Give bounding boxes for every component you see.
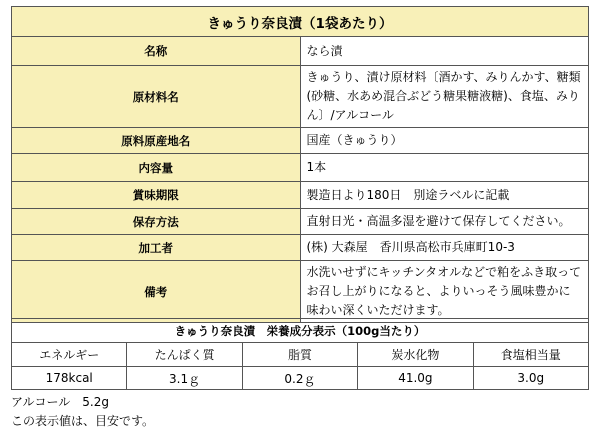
disclaimer-note: この表示値は、目安です。: [11, 414, 155, 428]
table-row: [12, 261, 589, 323]
footnotes: [11, 393, 154, 431]
row-value-storage: 直射日光・高温多湿を避けて保存してください。: [300, 209, 589, 235]
nutrition-value-protein: 3.1ｇ: [127, 367, 242, 390]
row-value-processor: (株) 大森屋 香川県高松市兵庫町10-3: [300, 235, 589, 261]
table-row: [12, 182, 589, 209]
nutrition-header-carbs: 炭水化物: [358, 343, 473, 367]
nutrition-header-energy: エネルギー: [12, 343, 127, 367]
product-info-table: [11, 6, 589, 323]
row-value-best-before: 製造日より180日 別途ラベルに記載: [300, 182, 589, 209]
nutrition-header-salt: 食塩相当量: [473, 343, 588, 367]
table-row: [12, 209, 589, 235]
table-row: [12, 37, 589, 66]
nutrition-header-row: [12, 343, 589, 367]
nutrition-value-fat: 0.2ｇ: [242, 367, 357, 390]
row-value-name: なら漬: [300, 37, 589, 66]
row-label-best-before: 賞味期限: [12, 182, 301, 209]
row-value-ingredients: きゅうり、漬け原材料〔酒かす、みりんかす、糖類(砂糖、水あめ混合ぶどう糖果糖液糖)、食塩、みりん〕/アルコール: [300, 66, 589, 128]
row-label-storage: 保存方法: [12, 209, 301, 235]
nutrition-table: [11, 318, 589, 390]
nutrition-value-salt: 3.0g: [473, 367, 588, 390]
table-row: [12, 66, 589, 128]
product-info-title: きゅうり奈良漬（1袋あたり）: [12, 7, 589, 37]
row-label-origin: 原料原産地名: [12, 128, 301, 154]
row-label-ingredients: 原材料名: [12, 66, 301, 128]
row-label-remarks: 備考: [12, 261, 301, 323]
row-label-name: 名称: [12, 37, 301, 66]
row-label-processor: 加工者: [12, 235, 301, 261]
row-value-contents: 1本: [300, 154, 589, 182]
nutrition-title: きゅうり奈良漬 栄養成分表示（100g当たり）: [12, 319, 589, 343]
row-value-origin: 国産（きゅうり）: [300, 128, 589, 154]
nutrition-value-energy: 178kcal: [12, 367, 127, 390]
table-row: [12, 154, 589, 182]
nutrition-header-protein: たんぱく質: [127, 343, 242, 367]
row-value-remarks: 水洗いせずにキッチンタオルなどで粕をふき取ってお召し上がりになると、よりいっそう風味豊かに味わい深くいただけます。: [300, 261, 589, 323]
row-label-contents: 内容量: [12, 154, 301, 182]
table-row: [12, 128, 589, 154]
nutrition-value-carbs: 41.0g: [358, 367, 473, 390]
table-row: [12, 235, 589, 261]
alcohol-note: アルコール 5.2g: [11, 395, 109, 409]
nutrition-header-fat: 脂質: [242, 343, 357, 367]
nutrition-value-row: [12, 367, 589, 390]
